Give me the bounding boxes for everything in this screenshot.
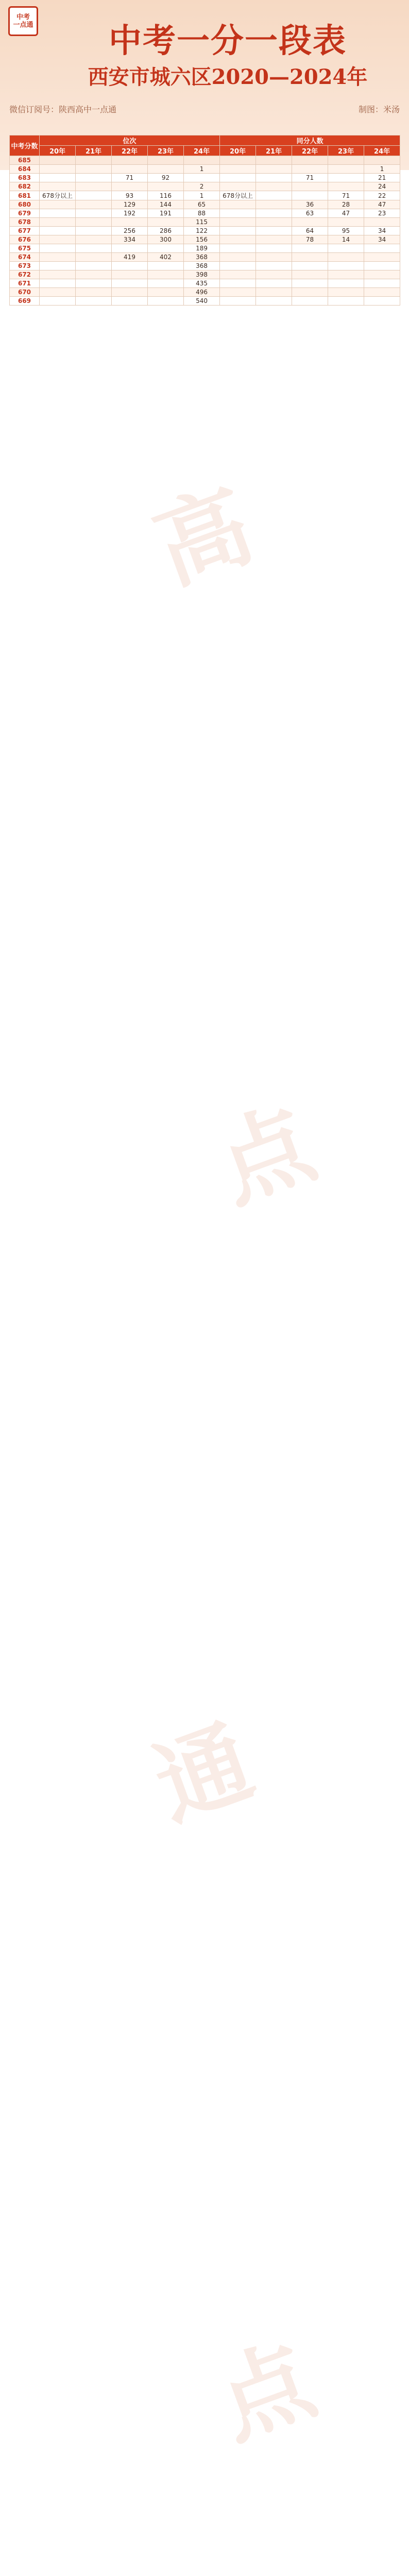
count-cell: [292, 279, 328, 288]
count-cell: 34: [364, 227, 400, 235]
count-cell: 63: [292, 209, 328, 218]
count-cell: [364, 270, 400, 279]
rank-cell: 334: [112, 235, 148, 244]
rank-cell: [76, 288, 112, 297]
rank-cell: [76, 270, 112, 279]
rank-cell: 115: [184, 218, 220, 227]
table-row: [10, 244, 400, 253]
rank-cell: [112, 279, 148, 288]
count-cell: [220, 227, 256, 235]
table-row: [10, 182, 400, 191]
count-cell: [256, 200, 292, 209]
count-cell: [292, 182, 328, 191]
rank-cell: 435: [184, 279, 220, 288]
rank-cell: [112, 165, 148, 174]
rank-cell: [40, 279, 76, 288]
rank-cell: 129: [112, 200, 148, 209]
count-cell: [328, 270, 364, 279]
rank-cell: 93: [112, 191, 148, 200]
rank-cell: [76, 235, 112, 244]
count-cell: [220, 235, 256, 244]
rank-cell: 402: [148, 253, 184, 262]
rank-cell: [40, 156, 76, 165]
score-cell: 671: [10, 279, 40, 288]
rank-cell: [112, 156, 148, 165]
score-cell: 677: [10, 227, 40, 235]
rank-cell: [112, 297, 148, 306]
header-score: 中考分数: [10, 135, 40, 156]
rank-cell: 368: [184, 253, 220, 262]
header-rank-2021: 21年: [76, 146, 112, 156]
rank-cell: [40, 200, 76, 209]
rank-cell: 88: [184, 209, 220, 218]
rank-cell: [40, 218, 76, 227]
rank-cell: 1: [184, 191, 220, 200]
header-count-group: 同分人数: [220, 135, 400, 146]
rank-cell: 71: [112, 174, 148, 182]
rank-cell: [40, 174, 76, 182]
count-cell: [292, 253, 328, 262]
rank-cell: [76, 218, 112, 227]
rank-cell: 678分以上: [40, 191, 76, 200]
count-cell: [328, 253, 364, 262]
rank-cell: [148, 218, 184, 227]
count-cell: 678分以上: [220, 191, 256, 200]
count-cell: 22: [364, 191, 400, 200]
count-cell: 28: [328, 200, 364, 209]
count-cell: 36: [292, 200, 328, 209]
rank-cell: [40, 235, 76, 244]
rank-cell: [40, 297, 76, 306]
rank-cell: [76, 174, 112, 182]
rank-cell: [184, 156, 220, 165]
score-cell: 676: [10, 235, 40, 244]
rank-cell: 496: [184, 288, 220, 297]
rank-cell: [76, 253, 112, 262]
count-cell: [256, 182, 292, 191]
header-count-2021: 21年: [256, 146, 292, 156]
rank-cell: [40, 270, 76, 279]
page-subtitle: 西安市城六区2020—2024年: [88, 65, 368, 89]
count-cell: [292, 165, 328, 174]
rank-cell: 300: [148, 235, 184, 244]
score-rank-table: [9, 135, 400, 306]
watermark: 高: [141, 470, 266, 604]
count-cell: 78: [292, 235, 328, 244]
count-cell: 64: [292, 227, 328, 235]
table-row: [10, 191, 400, 200]
count-cell: [292, 270, 328, 279]
count-cell: [220, 209, 256, 218]
rank-cell: 398: [184, 270, 220, 279]
count-cell: [220, 262, 256, 270]
table-row: [10, 218, 400, 227]
page-title: 中考一分一段表: [109, 22, 347, 60]
logo-line-1: 中考: [16, 13, 30, 21]
rank-cell: [112, 182, 148, 191]
count-cell: [328, 165, 364, 174]
count-cell: [292, 297, 328, 306]
table-row: [10, 227, 400, 235]
header-rank-group: 位次: [40, 135, 220, 146]
rank-cell: 116: [148, 191, 184, 200]
rank-cell: [76, 156, 112, 165]
table-row: [10, 174, 400, 182]
count-cell: [292, 218, 328, 227]
count-cell: [220, 200, 256, 209]
count-cell: [328, 218, 364, 227]
watermark: 点: [203, 2325, 328, 2459]
rank-cell: 191: [148, 209, 184, 218]
count-cell: [256, 244, 292, 253]
header-count-2020: 20年: [220, 146, 256, 156]
rank-cell: [40, 253, 76, 262]
score-cell: 678: [10, 218, 40, 227]
rank-cell: [76, 279, 112, 288]
watermark: 点: [203, 1088, 328, 1223]
count-cell: [292, 156, 328, 165]
rank-cell: [112, 218, 148, 227]
rank-cell: 156: [184, 235, 220, 244]
table-header-group-row: [10, 135, 400, 146]
count-cell: [364, 279, 400, 288]
rank-cell: 92: [148, 174, 184, 182]
table-row: [10, 297, 400, 306]
count-cell: [256, 253, 292, 262]
header-rank-2023: 23年: [148, 146, 184, 156]
score-cell: 679: [10, 209, 40, 218]
count-cell: [328, 156, 364, 165]
rank-cell: [112, 262, 148, 270]
table-row: [10, 209, 400, 218]
count-cell: [256, 288, 292, 297]
table-row: [10, 200, 400, 209]
count-cell: [256, 191, 292, 200]
table-body: [10, 156, 400, 306]
count-cell: [328, 174, 364, 182]
header-count-2022: 22年: [292, 146, 328, 156]
rank-cell: [76, 191, 112, 200]
score-cell: 669: [10, 297, 40, 306]
rank-cell: [148, 165, 184, 174]
rank-cell: [148, 156, 184, 165]
score-cell: 683: [10, 174, 40, 182]
count-cell: 24: [364, 182, 400, 191]
count-cell: [220, 253, 256, 262]
info-bar: [9, 103, 400, 117]
count-cell: 71: [292, 174, 328, 182]
score-cell: 674: [10, 253, 40, 262]
header-rank-2022: 22年: [112, 146, 148, 156]
count-cell: [256, 174, 292, 182]
rank-cell: 189: [184, 244, 220, 253]
rank-cell: 144: [148, 200, 184, 209]
score-cell: 673: [10, 262, 40, 270]
count-cell: [364, 288, 400, 297]
rank-cell: 192: [112, 209, 148, 218]
rank-cell: [40, 262, 76, 270]
count-cell: [220, 270, 256, 279]
count-cell: [292, 191, 328, 200]
count-cell: [364, 297, 400, 306]
rank-cell: [112, 270, 148, 279]
rank-cell: [148, 279, 184, 288]
rank-cell: 2: [184, 182, 220, 191]
count-cell: [328, 288, 364, 297]
count-cell: 95: [328, 227, 364, 235]
table-row: [10, 156, 400, 165]
rank-cell: [76, 262, 112, 270]
count-cell: [292, 288, 328, 297]
score-cell: 681: [10, 191, 40, 200]
score-table-wrapper: [9, 135, 400, 306]
count-cell: [220, 279, 256, 288]
count-cell: 47: [364, 200, 400, 209]
count-cell: [256, 227, 292, 235]
logo-line-2: 一点通: [13, 21, 33, 29]
count-cell: [220, 182, 256, 191]
count-cell: [364, 218, 400, 227]
header-rank-2024: 24年: [184, 146, 220, 156]
info-subscription: 微信订阅号：陕西高中一点通: [9, 105, 117, 114]
count-cell: [328, 262, 364, 270]
rank-cell: [40, 288, 76, 297]
table-row: [10, 235, 400, 244]
count-cell: [220, 297, 256, 306]
rank-cell: [184, 174, 220, 182]
table-row: [10, 253, 400, 262]
score-cell: 672: [10, 270, 40, 279]
table-row: [10, 165, 400, 174]
watermark: 通: [141, 1706, 266, 1841]
count-cell: 34: [364, 235, 400, 244]
count-cell: [364, 156, 400, 165]
rank-cell: 286: [148, 227, 184, 235]
count-cell: [256, 279, 292, 288]
count-cell: 21: [364, 174, 400, 182]
count-cell: [256, 297, 292, 306]
rank-cell: [76, 200, 112, 209]
count-cell: 14: [328, 235, 364, 244]
table-header-year-row: [10, 146, 400, 156]
score-cell: 675: [10, 244, 40, 253]
count-cell: [292, 244, 328, 253]
rank-cell: [148, 288, 184, 297]
table-row: [10, 288, 400, 297]
count-cell: [256, 156, 292, 165]
header-count-2023: 23年: [328, 146, 364, 156]
count-cell: [328, 297, 364, 306]
rank-cell: 65: [184, 200, 220, 209]
header-rank-2020: 20年: [40, 146, 76, 156]
count-cell: 1: [364, 165, 400, 174]
count-cell: [292, 262, 328, 270]
score-cell: 680: [10, 200, 40, 209]
count-cell: [364, 244, 400, 253]
score-cell: 685: [10, 156, 40, 165]
rank-cell: [40, 209, 76, 218]
rank-cell: [76, 227, 112, 235]
rank-cell: [40, 165, 76, 174]
table-row: [10, 270, 400, 279]
count-cell: [220, 165, 256, 174]
header-count-2024: 24年: [364, 146, 400, 156]
rank-cell: [112, 244, 148, 253]
rank-cell: [76, 209, 112, 218]
rank-cell: 540: [184, 297, 220, 306]
rank-cell: [148, 262, 184, 270]
rank-cell: [76, 165, 112, 174]
count-cell: [220, 288, 256, 297]
info-author: 制图：米汤: [358, 105, 400, 114]
info-left: [9, 103, 124, 117]
rank-cell: [76, 244, 112, 253]
rank-cell: 256: [112, 227, 148, 235]
score-cell: 684: [10, 165, 40, 174]
count-cell: [256, 262, 292, 270]
rank-cell: [148, 182, 184, 191]
table-row: [10, 262, 400, 270]
count-cell: [328, 279, 364, 288]
score-cell: 670: [10, 288, 40, 297]
rank-cell: [40, 227, 76, 235]
count-cell: [256, 235, 292, 244]
count-cell: 23: [364, 209, 400, 218]
count-cell: [364, 253, 400, 262]
count-cell: [256, 270, 292, 279]
count-cell: [220, 218, 256, 227]
score-cell: 682: [10, 182, 40, 191]
rank-cell: 419: [112, 253, 148, 262]
rank-cell: [40, 244, 76, 253]
count-cell: [220, 174, 256, 182]
count-cell: [328, 182, 364, 191]
rank-cell: 122: [184, 227, 220, 235]
logo: [8, 6, 38, 36]
rank-cell: 368: [184, 262, 220, 270]
rank-cell: [148, 244, 184, 253]
rank-cell: [112, 288, 148, 297]
rank-cell: 1: [184, 165, 220, 174]
count-cell: [220, 156, 256, 165]
count-cell: 47: [328, 209, 364, 218]
count-cell: [256, 209, 292, 218]
count-cell: [328, 244, 364, 253]
table-row: [10, 279, 400, 288]
rank-cell: [148, 270, 184, 279]
count-cell: [256, 218, 292, 227]
count-cell: [364, 262, 400, 270]
rank-cell: [76, 297, 112, 306]
rank-cell: [40, 182, 76, 191]
count-cell: [220, 244, 256, 253]
count-cell: 71: [328, 191, 364, 200]
rank-cell: [148, 297, 184, 306]
count-cell: [256, 165, 292, 174]
rank-cell: [76, 182, 112, 191]
